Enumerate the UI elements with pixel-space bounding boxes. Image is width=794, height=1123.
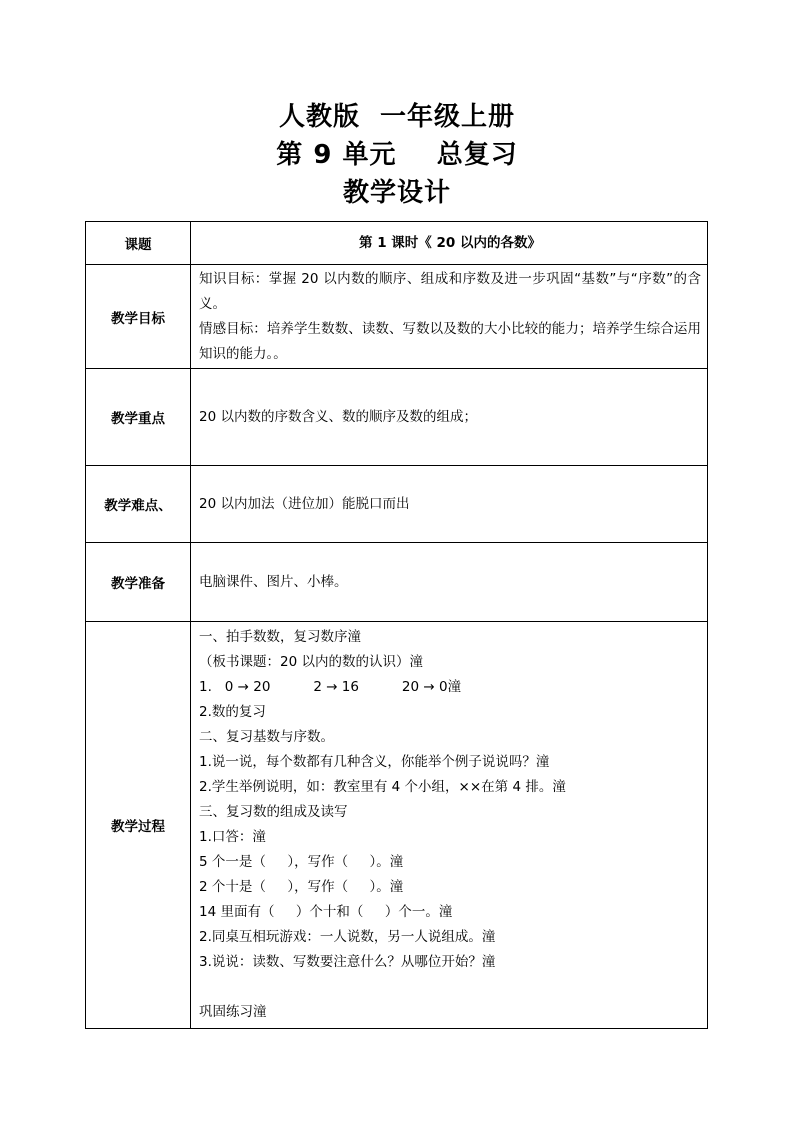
process-line: 1.口答：潼 (199, 829, 266, 845)
process-content (191, 622, 708, 1029)
difficulty-label: 教学难点、 (86, 466, 191, 543)
process-line: 一、拍手数数，复习数序潼 (199, 629, 361, 645)
key-points-row (86, 369, 708, 466)
process-line: 2.数的复习 (199, 704, 266, 720)
process-row (86, 622, 708, 1029)
process-label: 教学过程 (86, 622, 191, 1029)
difficulty-value: 20 以内加法（进位加）能脱口而出 (191, 466, 708, 543)
process-line: 14 里面有（ ）个十和（ ）个一。潼 (199, 904, 453, 920)
process-line: 5 个一是（ ），写作（ ）。潼 (199, 854, 404, 870)
emotion-goal: 情感目标：培养学生数数、读数、写数以及数的大小比较的能力；培养学生综合运用知识的能力。。 (199, 321, 701, 362)
process-line: （板书课题：20 以内的数的认识）潼 (199, 654, 423, 670)
goals-row (86, 265, 708, 369)
knowledge-goal: 知识目标：掌握 20 以内数的顺序、组成和序数及进一步巩固“基数”与“序数”的含义。 (199, 271, 701, 312)
process-line: 1.说一说，每个数都有几种含义，你能举个例子说说吗？潼 (199, 754, 550, 770)
topic-label: 课题 (86, 222, 191, 265)
process-line: 2.同桌互相玩游戏：一人说数，另一人说组成。潼 (199, 929, 496, 945)
title-unit: 第 9 单元 总复习 (276, 140, 518, 170)
process-line: 2 个十是（ ），写作（ ）。潼 (199, 879, 404, 895)
goals-label: 教学目标 (86, 265, 191, 369)
process-line: 巩固练习潼 (199, 1004, 267, 1020)
title-design: 教学设计 (342, 178, 451, 208)
lesson-plan-table (85, 221, 708, 1029)
preparation-label: 教学准备 (86, 543, 191, 622)
key-points-label: 教学重点 (86, 369, 191, 466)
key-points-value: 20 以内数的序数含义、数的顺序及数的组成； (191, 369, 708, 466)
difficulty-row (86, 466, 708, 543)
document-title (0, 98, 794, 212)
preparation-row (86, 543, 708, 622)
topic-row (86, 222, 708, 265)
process-blank-line (199, 975, 701, 1000)
process-line: 3.说说：读数、写数要注意什么？从哪位开始？潼 (199, 954, 496, 970)
preparation-value: 电脑课件、图片、小棒。 (191, 543, 708, 622)
goals-content (191, 265, 708, 369)
topic-value: 第 1 课时《 20 以内的各数》 (191, 222, 708, 265)
process-line: 2.学生举例说明，如：教室里有 4 个小组，××在第 4 排。潼 (199, 779, 566, 795)
process-line: 三、复习数的组成及读写 (199, 804, 348, 820)
process-line: 1. 0 → 20 2 → 16 20 → 0潼 (199, 679, 462, 695)
process-line: 二、复习基数与序数。 (199, 729, 334, 745)
title-edition: 人教版 一年级上册 (278, 102, 516, 132)
